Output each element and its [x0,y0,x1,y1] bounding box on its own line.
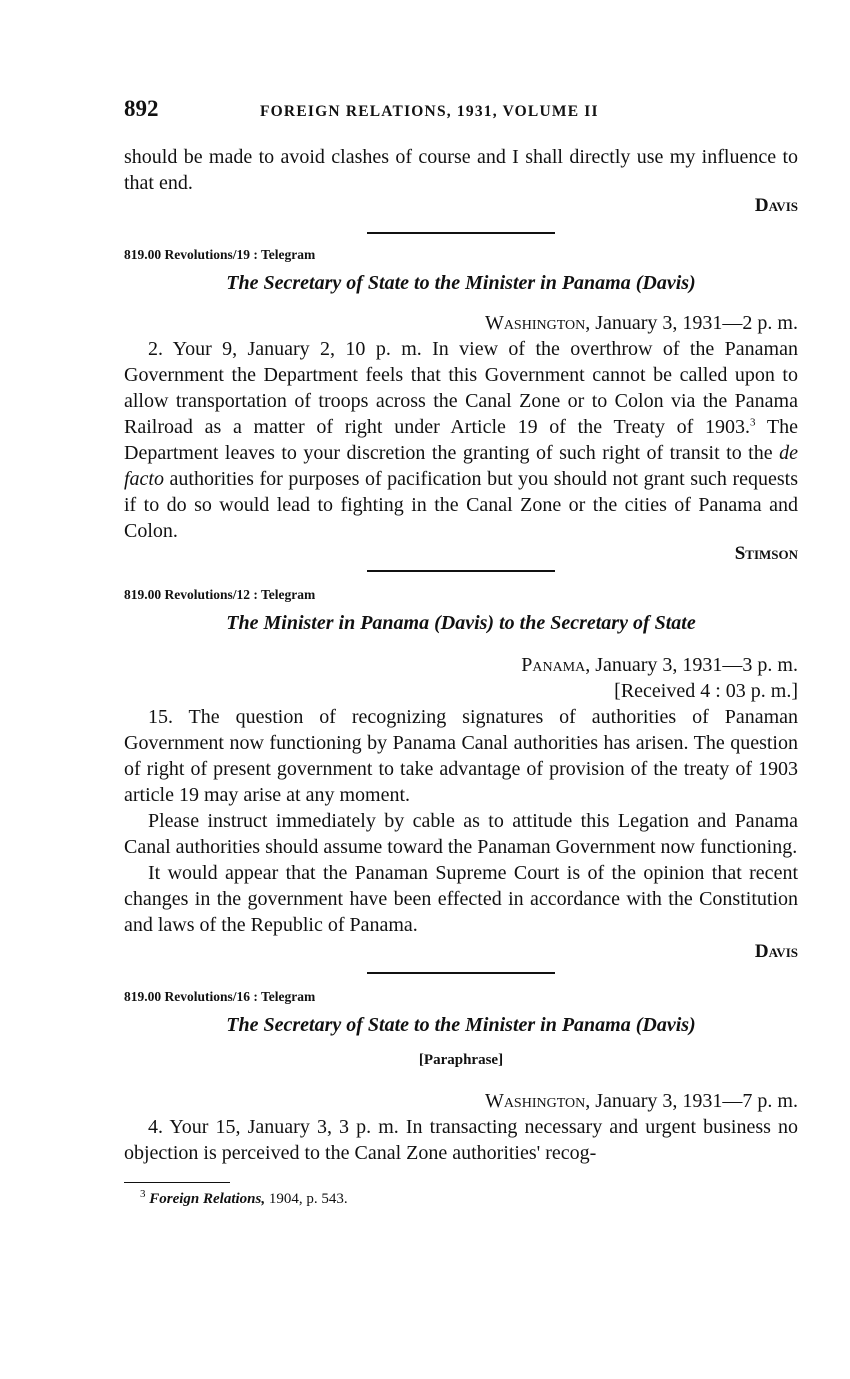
footnote-source: Foreign Relations, [149,1191,266,1207]
signature: Stimson [734,543,798,564]
file-number: 819.00 Revolutions/12 : Telegram [124,587,316,602]
dateline [124,310,798,336]
title-person: (Davis) [434,612,495,634]
body-paragraph [124,336,798,544]
para-text: authorities for purposes of pacification but you should not grant such requests if to do so would lead to fighting in the Canal Zone or the cities of Panama and Colon. [124,468,798,542]
para-text: The Department leaves to your discretion the granting of such right of transit to the [124,416,798,464]
footnote [124,1189,798,1209]
footnote-divider [124,1182,230,1183]
continuation-paragraph: should be made to avoid clashes of course and I shall directly use my influence to that end. [124,146,798,194]
body-paragraph: Please instruct immediately by cable as to attitude this Legation and Panama Canal authorities should assume toward the Panaman Government now functioning. [124,810,798,858]
section-divider [367,972,555,974]
paraphrase-label: [Paraphrase] [418,1052,504,1068]
body-paragraph: It would appear that the Panaman Supreme Court is of the opinion that recent changes in the government have been effected in accordance with the Constitution and laws of the Republic of Panama. [124,862,798,936]
file-number: 819.00 Revolutions/19 : Telegram [124,247,316,262]
footnote-reference: 3 [750,416,756,429]
section-divider [367,232,555,234]
file-number: 819.00 Revolutions/16 : Telegram [124,989,316,1004]
dateline-place: Washington [484,1090,586,1112]
dateline [124,1088,798,1114]
document-title [124,610,798,636]
footnote-text: 1904, p. 543. [265,1191,348,1207]
running-head: FOREIGN RELATIONS, 1931, VOLUME II [260,103,599,120]
document-title [124,270,798,296]
document-page [124,96,798,1209]
dateline-place: Panama [521,654,586,676]
title-text: to the Secretary of State [499,612,696,634]
footnote-marker: 3 [140,1188,146,1200]
dateline-date: , January 3, 1931—3 p. m. [585,654,798,676]
page-header [124,96,798,130]
page-number: 892 [124,96,159,121]
dateline-place: Washington [484,312,586,334]
document-title [124,1012,798,1038]
title-text: The Minister in Panama [226,612,430,634]
body-paragraph: 15. The question of recognizing signatures of authorities of Panaman Government now functioning by Panama Canal authorities has arisen. The question of right of present government to take advantage of provision of the treaty of 1903 article 19 may arise at any moment. [124,706,798,806]
title-text: The Secretary of State to the Minister in Panama [226,1014,631,1036]
title-person: (Davis) [635,272,696,294]
title-person: (Davis) [635,1014,696,1036]
dateline [124,652,798,678]
section-divider [367,570,555,572]
para-italic: de facto [124,442,798,490]
signature: Davis [754,195,798,216]
para-text: 2. Your 9, January 2, 10 p. m. In view of the overthrow of the Panaman Government the Department feels that this Government cannot be called upon to allow transportation of troops across the Canal Zone or to Colon via the Panama Railroad as a matter of right under Article 19 of the Treaty of 1903. [124,338,798,438]
received-line: [Received 4 : 03 p. m.] [614,680,798,702]
dateline-date: , January 3, 1931—2 p. m. [585,312,798,334]
dateline-date: , January 3, 1931—7 p. m. [585,1090,798,1112]
body-paragraph: 4. Your 15, January 3, 3 p. m. In transacting necessary and urgent business no objection is perceived to the Canal Zone authorities' recog- [124,1116,798,1164]
signature: Davis [754,941,798,962]
title-text: The Secretary of State to the Minister in Panama [226,272,631,294]
